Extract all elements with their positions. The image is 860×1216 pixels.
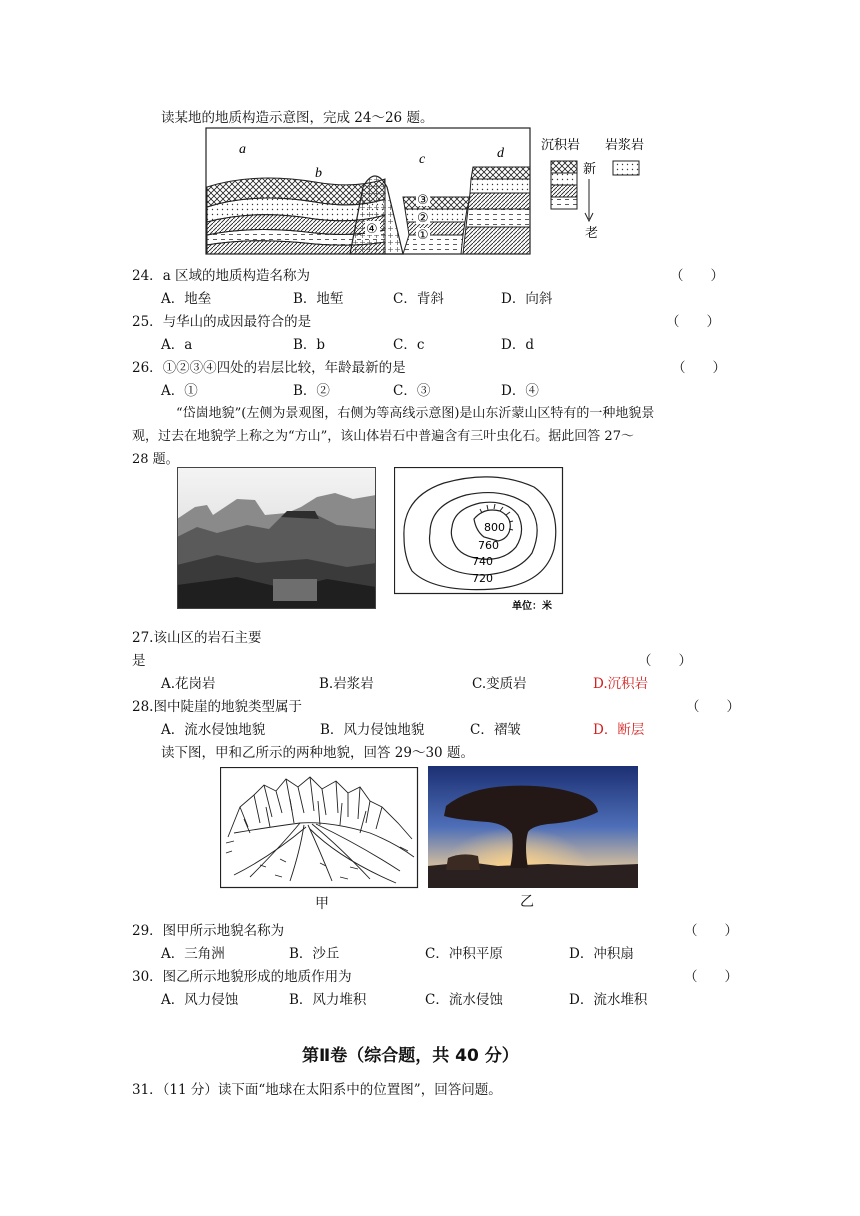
- q25-option-b[interactable]: B．b: [293, 337, 326, 353]
- legend-magma: 岩浆岩: [605, 138, 645, 153]
- intro-24-26: 读某地的地质构造示意图，完成 24～26 题。: [161, 110, 434, 126]
- q24-stem: 24．a 区域的地质构造名称为: [132, 268, 311, 284]
- q24-option-a[interactable]: A．地垒: [161, 291, 212, 307]
- q26-option-a[interactable]: A．①: [161, 383, 198, 399]
- layer-4: ④: [366, 222, 378, 237]
- q30-answer-paren[interactable]: （ ）: [684, 969, 738, 985]
- q26-stem: 26．①②③④四处的岩层比较，年龄最新的是: [132, 360, 406, 376]
- q30-option-c[interactable]: C．流水侵蚀: [425, 992, 503, 1008]
- q26-answer-paren[interactable]: （ ）: [672, 360, 726, 376]
- q29-answer-paren[interactable]: （ ）: [684, 923, 738, 939]
- q25-option-c[interactable]: C．c: [393, 337, 425, 353]
- q28-option-c[interactable]: C．褶皱: [470, 722, 521, 738]
- geologic-structure-diagram: [205, 127, 660, 259]
- q25-answer-paren[interactable]: （ ）: [666, 314, 720, 330]
- q25-stem: 25．与华山的成因最符合的是: [132, 314, 312, 330]
- q29-option-c[interactable]: C．冲积平原: [425, 946, 503, 962]
- q29-stem: 29．图甲所示地貌名称为: [132, 923, 285, 939]
- contour-label-720: 720: [472, 572, 493, 585]
- contour-label-740: 740: [472, 555, 493, 568]
- q29-option-b[interactable]: B．沙丘: [289, 946, 340, 962]
- q29-option-d[interactable]: D．冲积扇: [569, 946, 634, 962]
- q25-option-d[interactable]: D．d: [501, 337, 534, 353]
- q24-option-d[interactable]: D．向斜: [501, 291, 553, 307]
- contour-map: [394, 467, 564, 615]
- q28-option-b[interactable]: B．风力侵蚀地貌: [320, 722, 425, 738]
- section-2-title: 第Ⅱ卷（综合题，共 40 分）: [302, 1046, 519, 1066]
- figure-yi-mushroom-rock-photo: [428, 766, 638, 888]
- q27-stem-line2: 是: [132, 653, 146, 669]
- q24-answer-paren[interactable]: （ ）: [670, 268, 724, 284]
- q26-option-c[interactable]: C．③: [393, 383, 431, 399]
- q24-option-b[interactable]: B．地堑: [293, 291, 344, 307]
- legend-sedimentary: 沉积岩: [541, 138, 581, 153]
- q30-option-b[interactable]: B．风力堆积: [289, 992, 367, 1008]
- q29-option-a[interactable]: A．三角洲: [161, 946, 225, 962]
- caption-jia: 甲: [315, 896, 329, 912]
- intro-27-28-line2: 观，过去在地貌学上称之为“方山”，该山体岩石中普遍含有三叶虫化石。据此回答 27～: [132, 429, 634, 444]
- q28-option-d-answer[interactable]: D．断层: [593, 722, 645, 738]
- daigu-landscape-photo: [177, 467, 376, 609]
- intro-27-28-line3: 28 题。: [132, 452, 179, 467]
- q28-stem: 28.图中陡崖的地貌类型属于: [132, 699, 302, 715]
- q28-answer-paren[interactable]: （ ）: [686, 699, 740, 715]
- q27-stem-line1: 27.该山区的岩石主要: [132, 630, 262, 646]
- q25-option-a[interactable]: A．a: [161, 337, 193, 353]
- layer-1: ①: [417, 228, 429, 243]
- q27-answer-paren[interactable]: （ ）: [638, 653, 692, 669]
- intro-27-28-line1: “岱崮地貌”(左侧为景观图，右侧为等高线示意图)是山东沂蒙山区特有的一种地貌景: [176, 406, 655, 421]
- q30-stem: 30．图乙所示地貌形成的地质作用为: [132, 969, 352, 985]
- label-c: c: [419, 152, 426, 167]
- q24-option-c[interactable]: C．背斜: [393, 291, 444, 307]
- q31-stem: 31．（11 分）读下面“地球在太阳系中的位置图”，回答问题。: [132, 1082, 502, 1098]
- contour-unit: 单位：米: [512, 601, 552, 612]
- legend-old: 老: [585, 226, 599, 241]
- q26-option-d[interactable]: D．④: [501, 383, 539, 399]
- q26-option-b[interactable]: B．②: [293, 383, 330, 399]
- contour-label-800: 800: [484, 521, 505, 534]
- label-d: d: [497, 146, 504, 161]
- q27-option-a[interactable]: A.花岗岩: [161, 676, 216, 692]
- layer-3: ③: [417, 193, 429, 208]
- layer-2: ②: [417, 211, 429, 226]
- legend-new: 新: [583, 162, 597, 177]
- q30-option-a[interactable]: A．风力侵蚀: [161, 992, 239, 1008]
- q30-option-d[interactable]: D．流水堆积: [569, 992, 648, 1008]
- label-b: b: [315, 166, 322, 181]
- q27-option-c[interactable]: C.变质岩: [472, 676, 527, 692]
- q27-option-d-answer[interactable]: D.沉积岩: [593, 676, 649, 692]
- q28-option-a[interactable]: A．流水侵蚀地貌: [161, 722, 266, 738]
- q27-option-b[interactable]: B.岩浆岩: [319, 676, 374, 692]
- figure-jia-alluvial-fan-sketch: [220, 767, 419, 889]
- intro-29-30: 读下图，甲和乙所示的两种地貌，回答 29～30 题。: [161, 745, 474, 761]
- caption-yi: 乙: [520, 894, 534, 910]
- label-a: a: [239, 142, 246, 157]
- contour-label-760: 760: [478, 539, 499, 552]
